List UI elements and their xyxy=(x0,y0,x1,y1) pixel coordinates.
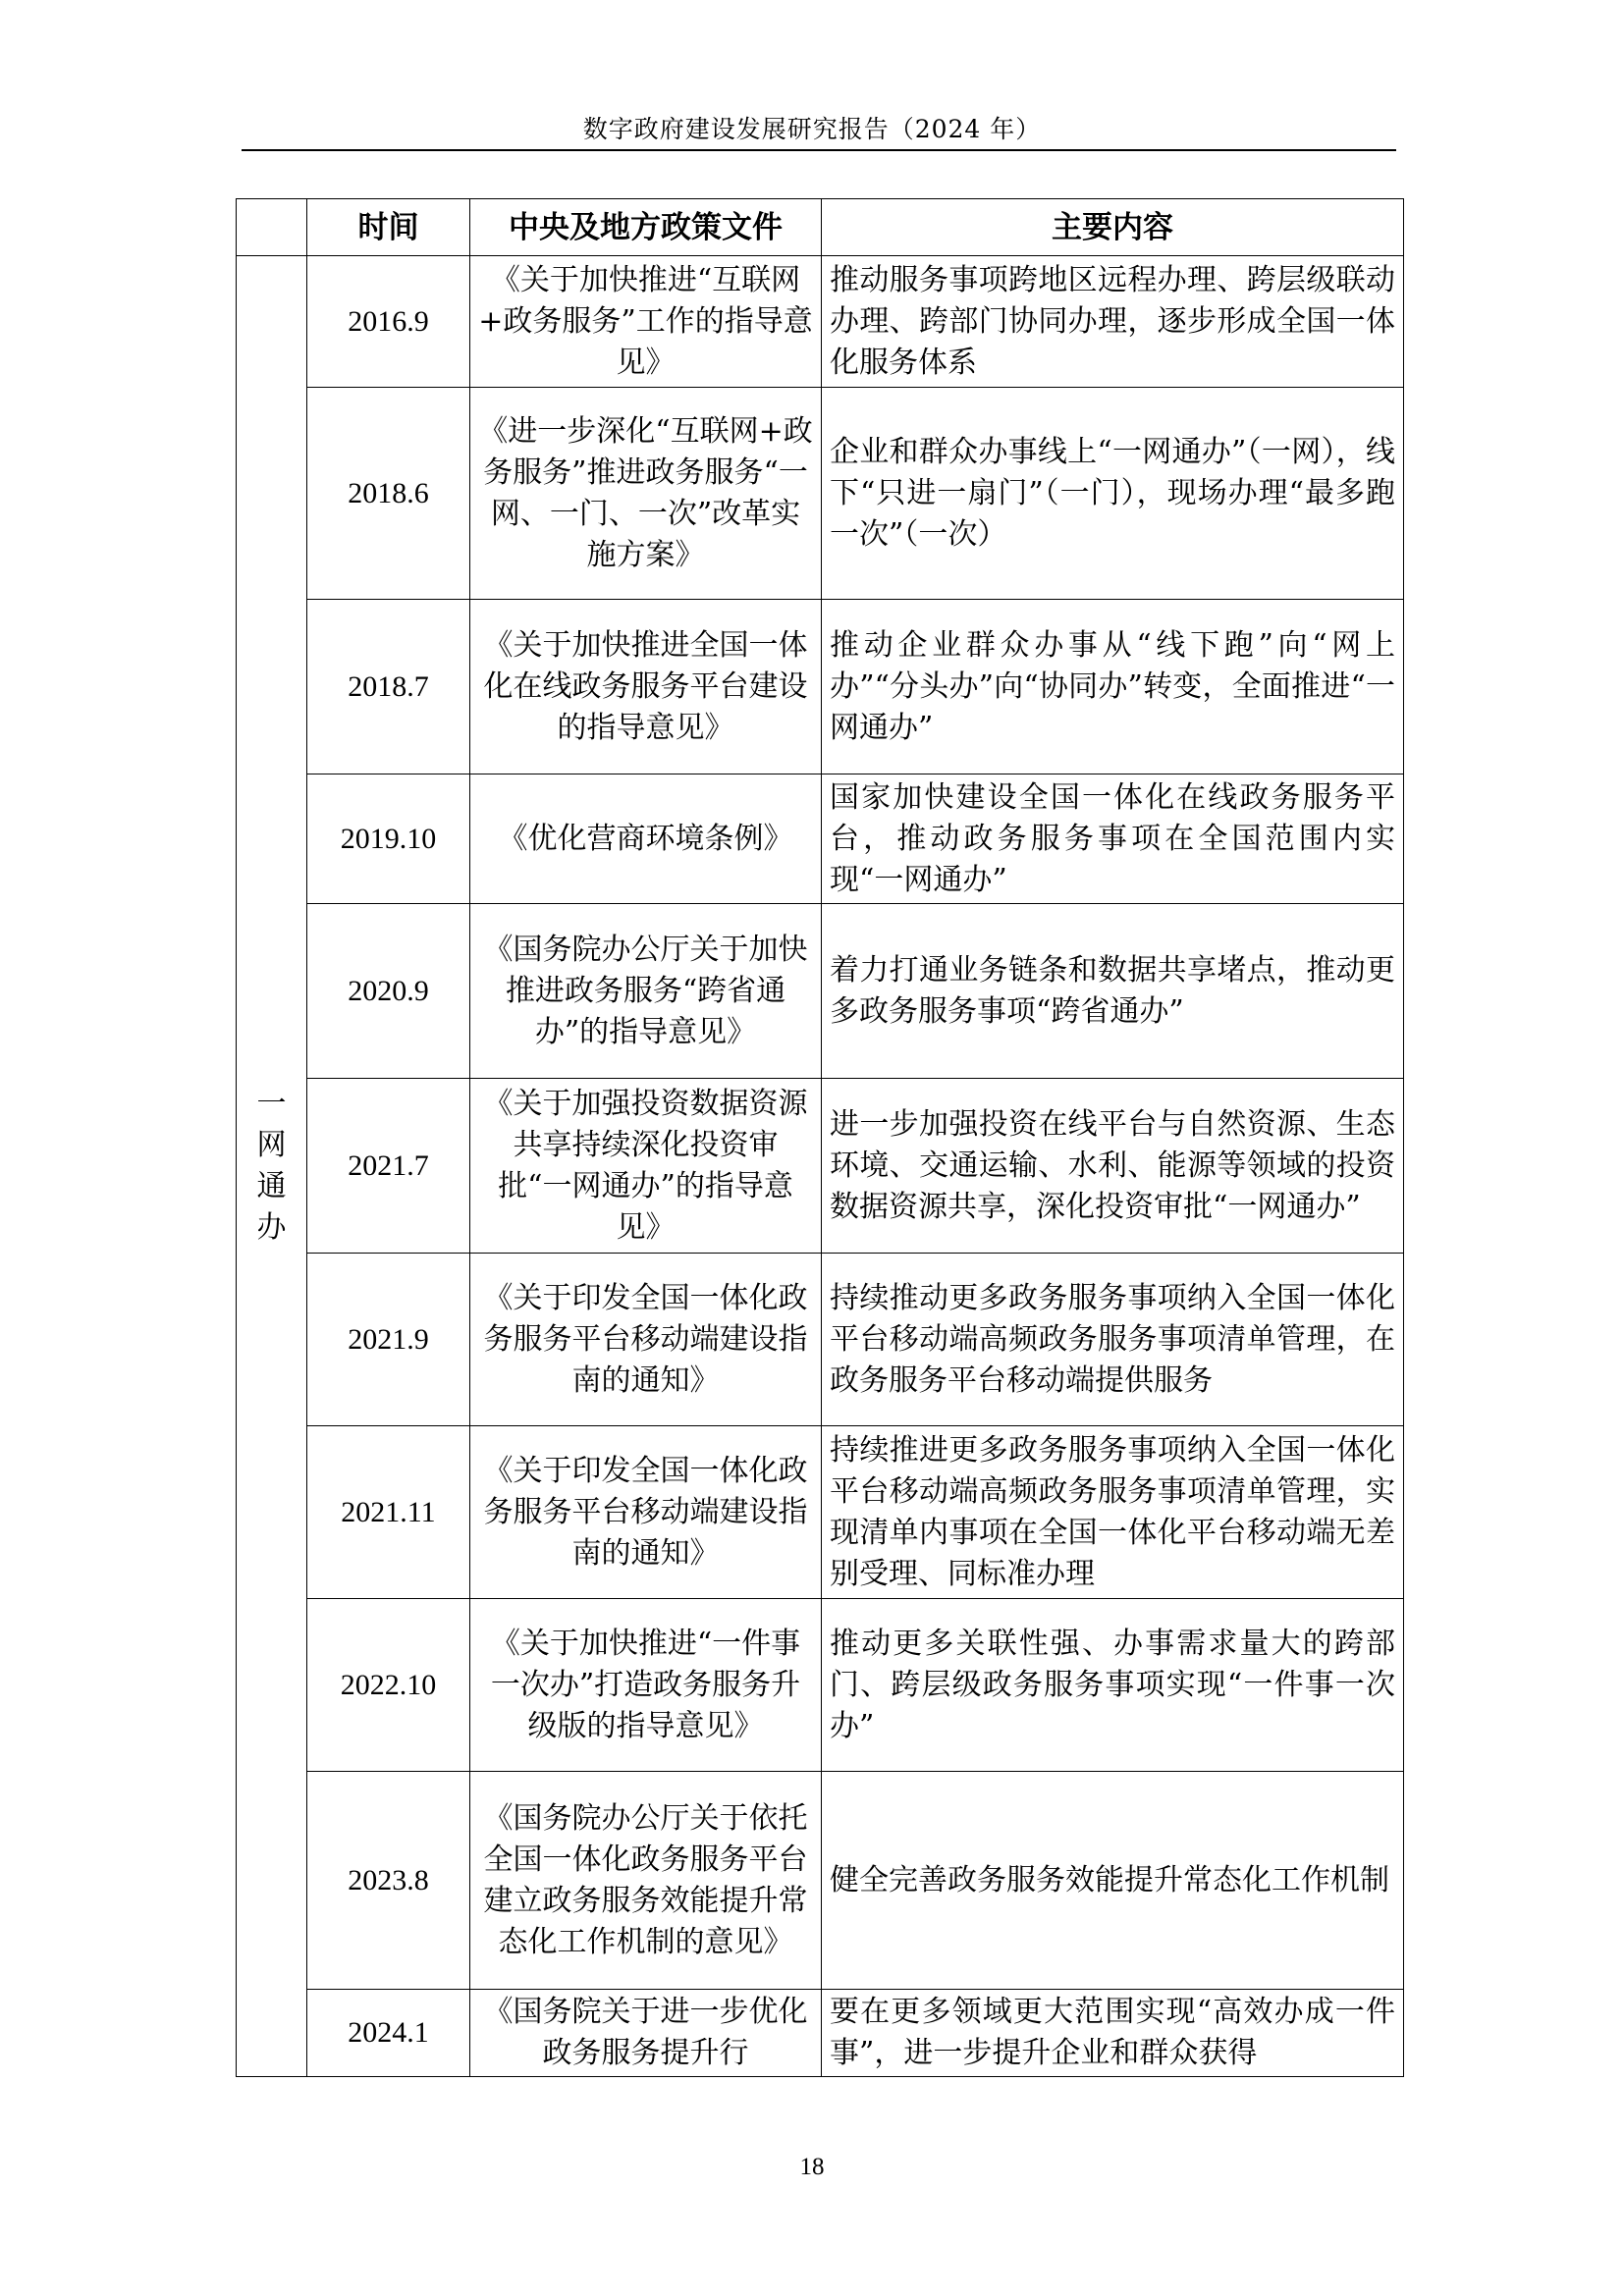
header-rule xyxy=(242,149,1396,151)
page-header-title: 数字政府建设发展研究报告（2024 年） xyxy=(582,115,1042,143)
table-header-row xyxy=(237,199,1404,256)
document-cell: 《关于印发全国一体化政务服务平台移动端建设指南的通知》 xyxy=(470,1254,822,1426)
content-cell: 持续推进更多政务服务事项纳入全国一体化平台移动端高频政务服务事项清单管理，实现清单内事项在全国一体化平台移动端无差别受理、同标准办理 xyxy=(822,1426,1404,1599)
document-cell: 《关于印发全国一体化政务服务平台移动端建设指南的通知》 xyxy=(470,1426,822,1599)
table-row xyxy=(237,1772,1404,1990)
document-cell: 《国务院关于进一步优化政务服务提升行 xyxy=(470,1990,822,2077)
document-cell: 《进一步深化“互联网+政务服务”推进政务服务“一网、一门、一次”改革实施方案》 xyxy=(470,388,822,600)
time-cell: 2021.7 xyxy=(307,1079,470,1254)
content-cell: 着力打通业务链条和数据共享堵点，推动更多政务服务事项“跨省通办” xyxy=(822,904,1404,1079)
table-row xyxy=(237,1599,1404,1772)
content-cell: 国家加快建设全国一体化在线政务服务平台，推动政务服务事项在全国范围内实现“一网通办” xyxy=(822,774,1404,904)
time-cell: 2020.9 xyxy=(307,904,470,1079)
document-cell: 《国务院办公厅关于加快推进政务服务“跨省通办”的指导意见》 xyxy=(470,904,822,1079)
time-cell: 2024.1 xyxy=(307,1990,470,2077)
document-cell: 《国务院办公厅关于依托全国一体化政务服务平台建立政务服务效能提升常态化工作机制的意见》 xyxy=(470,1772,822,1990)
table-row xyxy=(237,1426,1404,1599)
document-cell: 《关于加快推进“互联网+政务服务”工作的指导意见》 xyxy=(470,256,822,388)
page-number: 18 xyxy=(799,2154,825,2180)
column-header-time: 时间 xyxy=(307,199,470,256)
column-header-content: 主要内容 xyxy=(822,199,1404,256)
table-row xyxy=(237,388,1404,600)
time-cell: 2021.9 xyxy=(307,1254,470,1426)
content-cell: 推动服务事项跨地区远程办理、跨层级联动办理、跨部门协同办理，逐步形成全国一体化服务体系 xyxy=(822,256,1404,388)
time-cell: 2022.10 xyxy=(307,1599,470,1772)
document-cell: 《关于加快推进“一件事一次办”打造政务服务升级版的指导意见》 xyxy=(470,1599,822,1772)
table-row xyxy=(237,1990,1404,2077)
content-cell: 持续推动更多政务服务事项纳入全国一体化平台移动端高频政务服务事项清单管理，在政务服务平台移动端提供服务 xyxy=(822,1254,1404,1426)
category-cell xyxy=(237,256,307,2077)
document-cell: 《关于加强投资数据资源共享持续深化投资审批“一网通办”的指导意见》 xyxy=(470,1079,822,1254)
content-cell: 企业和群众办事线上“一网通办”（一网），线下“只进一扇门”（一门），现场办理“最多跑一次”（一次） xyxy=(822,388,1404,600)
table-row xyxy=(237,256,1404,388)
time-cell: 2018.6 xyxy=(307,388,470,600)
content-cell: 健全完善政务服务效能提升常态化工作机制 xyxy=(822,1772,1404,1990)
content-cell: 推动更多关联性强、办事需求量大的跨部门、跨层级政务服务事项实现“一件事一次办” xyxy=(822,1599,1404,1772)
category-label: 一网通办 xyxy=(256,1087,287,1245)
time-cell: 2023.8 xyxy=(307,1772,470,1990)
table-row xyxy=(237,600,1404,774)
column-header-document: 中央及地方政策文件 xyxy=(470,199,822,256)
table-row xyxy=(237,1254,1404,1426)
content-cell: 进一步加强投资在线平台与自然资源、生态环境、交通运输、水利、能源等领域的投资数据资源共享，深化投资审批“一网通办” xyxy=(822,1079,1404,1254)
table-row xyxy=(237,774,1404,904)
table-row xyxy=(237,1079,1404,1254)
time-cell: 2018.7 xyxy=(307,600,470,774)
table-row xyxy=(237,904,1404,1079)
time-cell: 2019.10 xyxy=(307,774,470,904)
document-cell: 《关于加快推进全国一体化在线政务服务平台建设的指导意见》 xyxy=(470,600,822,774)
document-cell: 《优化营商环境条例》 xyxy=(470,774,822,904)
time-cell: 2021.11 xyxy=(307,1426,470,1599)
content-cell: 推动企业群众办事从“线下跑”向“网上办”“分头办”向“协同办”转变，全面推进“一网通办” xyxy=(822,600,1404,774)
content-cell: 要在更多领域更大范围实现“高效办成一件事”，进一步提升企业和群众获得 xyxy=(822,1990,1404,2077)
policy-table xyxy=(236,198,1404,2077)
time-cell: 2016.9 xyxy=(307,256,470,388)
column-header-category xyxy=(237,199,307,256)
